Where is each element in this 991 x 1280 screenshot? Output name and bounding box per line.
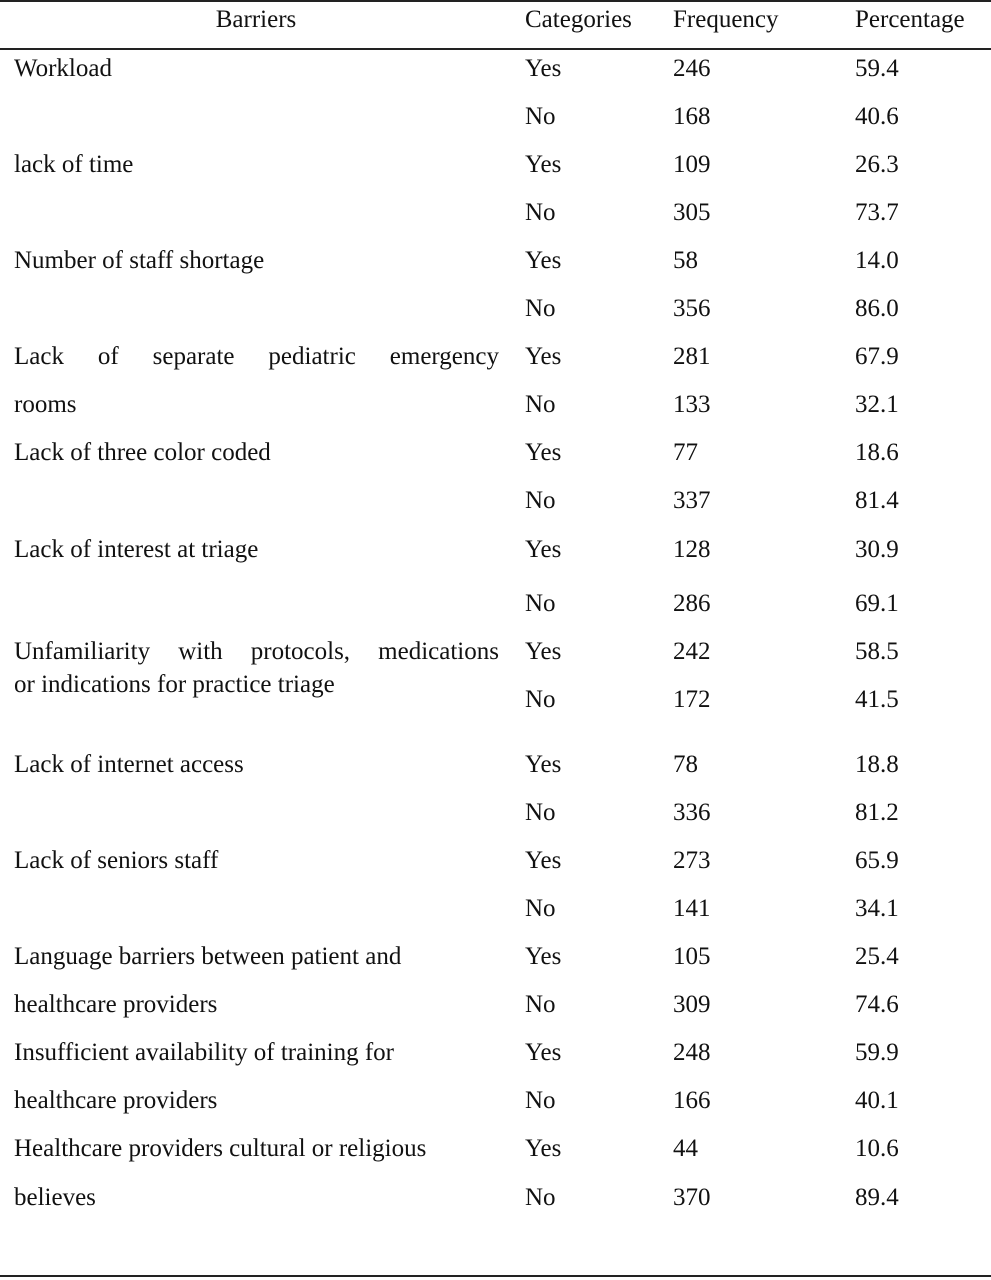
percentage-cell: 10.6	[855, 1135, 899, 1162]
category-cell: Yes	[525, 439, 562, 466]
percentage-cell: 89.4	[855, 1184, 899, 1211]
category-cell: Yes	[525, 536, 562, 563]
percentage-cell: 32.1	[855, 391, 899, 418]
frequency-cell: 248	[673, 1039, 711, 1066]
barrier-text: Lack of interest at triage	[14, 536, 259, 563]
barrier-text: Lack of seniors staff	[14, 847, 219, 874]
category-cell: Yes	[525, 247, 562, 274]
barrier-text: lack of time	[14, 151, 134, 178]
percentage-cell: 41.5	[855, 686, 899, 713]
frequency-cell: 109	[673, 151, 711, 178]
barrier-text: Language barriers between patient and	[14, 943, 402, 970]
category-cell: No	[525, 590, 556, 617]
category-cell: No	[525, 103, 556, 130]
barrier-text: Insufficient availability of training for	[14, 1039, 394, 1066]
percentage-cell: 81.2	[855, 799, 899, 826]
category-cell: Yes	[525, 1039, 562, 1066]
percentage-cell: 30.9	[855, 536, 899, 563]
barrier-cell	[14, 341, 499, 421]
percentage-cell: 59.4	[855, 55, 899, 82]
percentage-cell: 40.1	[855, 1087, 899, 1114]
category-cell: Yes	[525, 1135, 562, 1162]
barrier-text: Unfamiliarity with protocols, medications	[14, 638, 499, 665]
percentage-cell: 59.9	[855, 1039, 899, 1066]
percentage-cell: 26.3	[855, 151, 899, 178]
barrier-text: or indications for practice triage	[14, 671, 335, 698]
barrier-cell	[14, 245, 499, 277]
frequency-cell: 77	[673, 439, 698, 466]
header-frequency: Frequency	[673, 6, 779, 33]
category-cell: No	[525, 487, 556, 514]
header-categories: Categories	[525, 6, 632, 33]
category-cell: No	[525, 895, 556, 922]
percentage-cell: 65.9	[855, 847, 899, 874]
category-cell: No	[525, 199, 556, 226]
frequency-cell: 141	[673, 895, 711, 922]
percentage-cell: 18.8	[855, 751, 899, 778]
percentage-cell: 74.6	[855, 991, 899, 1018]
barrier-text: Healthcare providers cultural or religious	[14, 1135, 427, 1162]
percentage-cell: 40.6	[855, 103, 899, 130]
category-cell: Yes	[525, 751, 562, 778]
frequency-cell: 336	[673, 799, 711, 826]
barrier-text: healthcare providers	[14, 1087, 218, 1114]
percentage-cell: 58.5	[855, 638, 899, 665]
frequency-cell: 168	[673, 103, 711, 130]
category-cell: No	[525, 295, 556, 322]
frequency-cell: 305	[673, 199, 711, 226]
frequency-cell: 166	[673, 1087, 711, 1114]
percentage-cell: 25.4	[855, 943, 899, 970]
barrier-text: Lack of internet access	[14, 751, 244, 778]
top-rule	[0, 0, 991, 2]
barrier-cell	[14, 53, 499, 85]
category-cell: Yes	[525, 55, 562, 82]
frequency-cell: 281	[673, 343, 711, 370]
percentage-cell: 69.1	[855, 590, 899, 617]
header-barriers: Barriers	[215, 6, 297, 33]
frequency-cell: 172	[673, 686, 711, 713]
barrier-text: Workload	[14, 55, 112, 82]
category-cell: No	[525, 799, 556, 826]
barrier-text: Lack of separate pediatric emergency	[14, 343, 499, 370]
barrier-text: Lack of three color coded	[14, 439, 271, 466]
percentage-cell: 73.7	[855, 199, 899, 226]
frequency-cell: 286	[673, 590, 711, 617]
header-percentage: Percentage	[855, 6, 965, 33]
frequency-cell: 58	[673, 247, 698, 274]
category-cell: No	[525, 391, 556, 418]
category-cell: Yes	[525, 847, 562, 874]
category-cell: No	[525, 1087, 556, 1114]
category-cell: Yes	[525, 151, 562, 178]
barrier-text: believes	[14, 1184, 96, 1211]
percentage-cell: 81.4	[855, 487, 899, 514]
frequency-cell: 133	[673, 391, 711, 418]
frequency-cell: 356	[673, 295, 711, 322]
category-cell: Yes	[525, 638, 562, 665]
frequency-cell: 128	[673, 536, 711, 563]
barrier-cell	[14, 941, 499, 1021]
barrier-cell	[14, 437, 499, 469]
category-cell: Yes	[525, 943, 562, 970]
category-cell: No	[525, 991, 556, 1018]
barrier-cell	[14, 845, 499, 877]
frequency-cell: 242	[673, 638, 711, 665]
frequency-cell: 105	[673, 943, 711, 970]
frequency-cell: 78	[673, 751, 698, 778]
category-cell: Yes	[525, 343, 562, 370]
percentage-cell: 34.1	[855, 895, 899, 922]
frequency-cell: 44	[673, 1135, 698, 1162]
frequency-cell: 246	[673, 55, 711, 82]
percentage-cell: 86.0	[855, 295, 899, 322]
barrier-cell	[14, 749, 499, 781]
frequency-cell: 337	[673, 487, 711, 514]
frequency-cell: 309	[673, 991, 711, 1018]
barrier-cell	[14, 534, 499, 566]
barrier-cell	[14, 1133, 499, 1214]
percentage-cell: 67.9	[855, 343, 899, 370]
category-cell: No	[525, 1184, 556, 1211]
frequency-cell: 370	[673, 1184, 711, 1211]
barrier-text: Number of staff shortage	[14, 247, 265, 274]
barrier-cell	[14, 149, 499, 181]
category-cell: No	[525, 686, 556, 713]
barrier-text: healthcare providers	[14, 991, 218, 1018]
percentage-cell: 18.6	[855, 439, 899, 466]
barrier-text: rooms	[14, 391, 77, 418]
header-rule	[0, 48, 991, 50]
barrier-cell	[14, 1037, 499, 1117]
percentage-cell: 14.0	[855, 247, 899, 274]
frequency-cell: 273	[673, 847, 711, 874]
bottom-rule	[0, 1275, 991, 1277]
